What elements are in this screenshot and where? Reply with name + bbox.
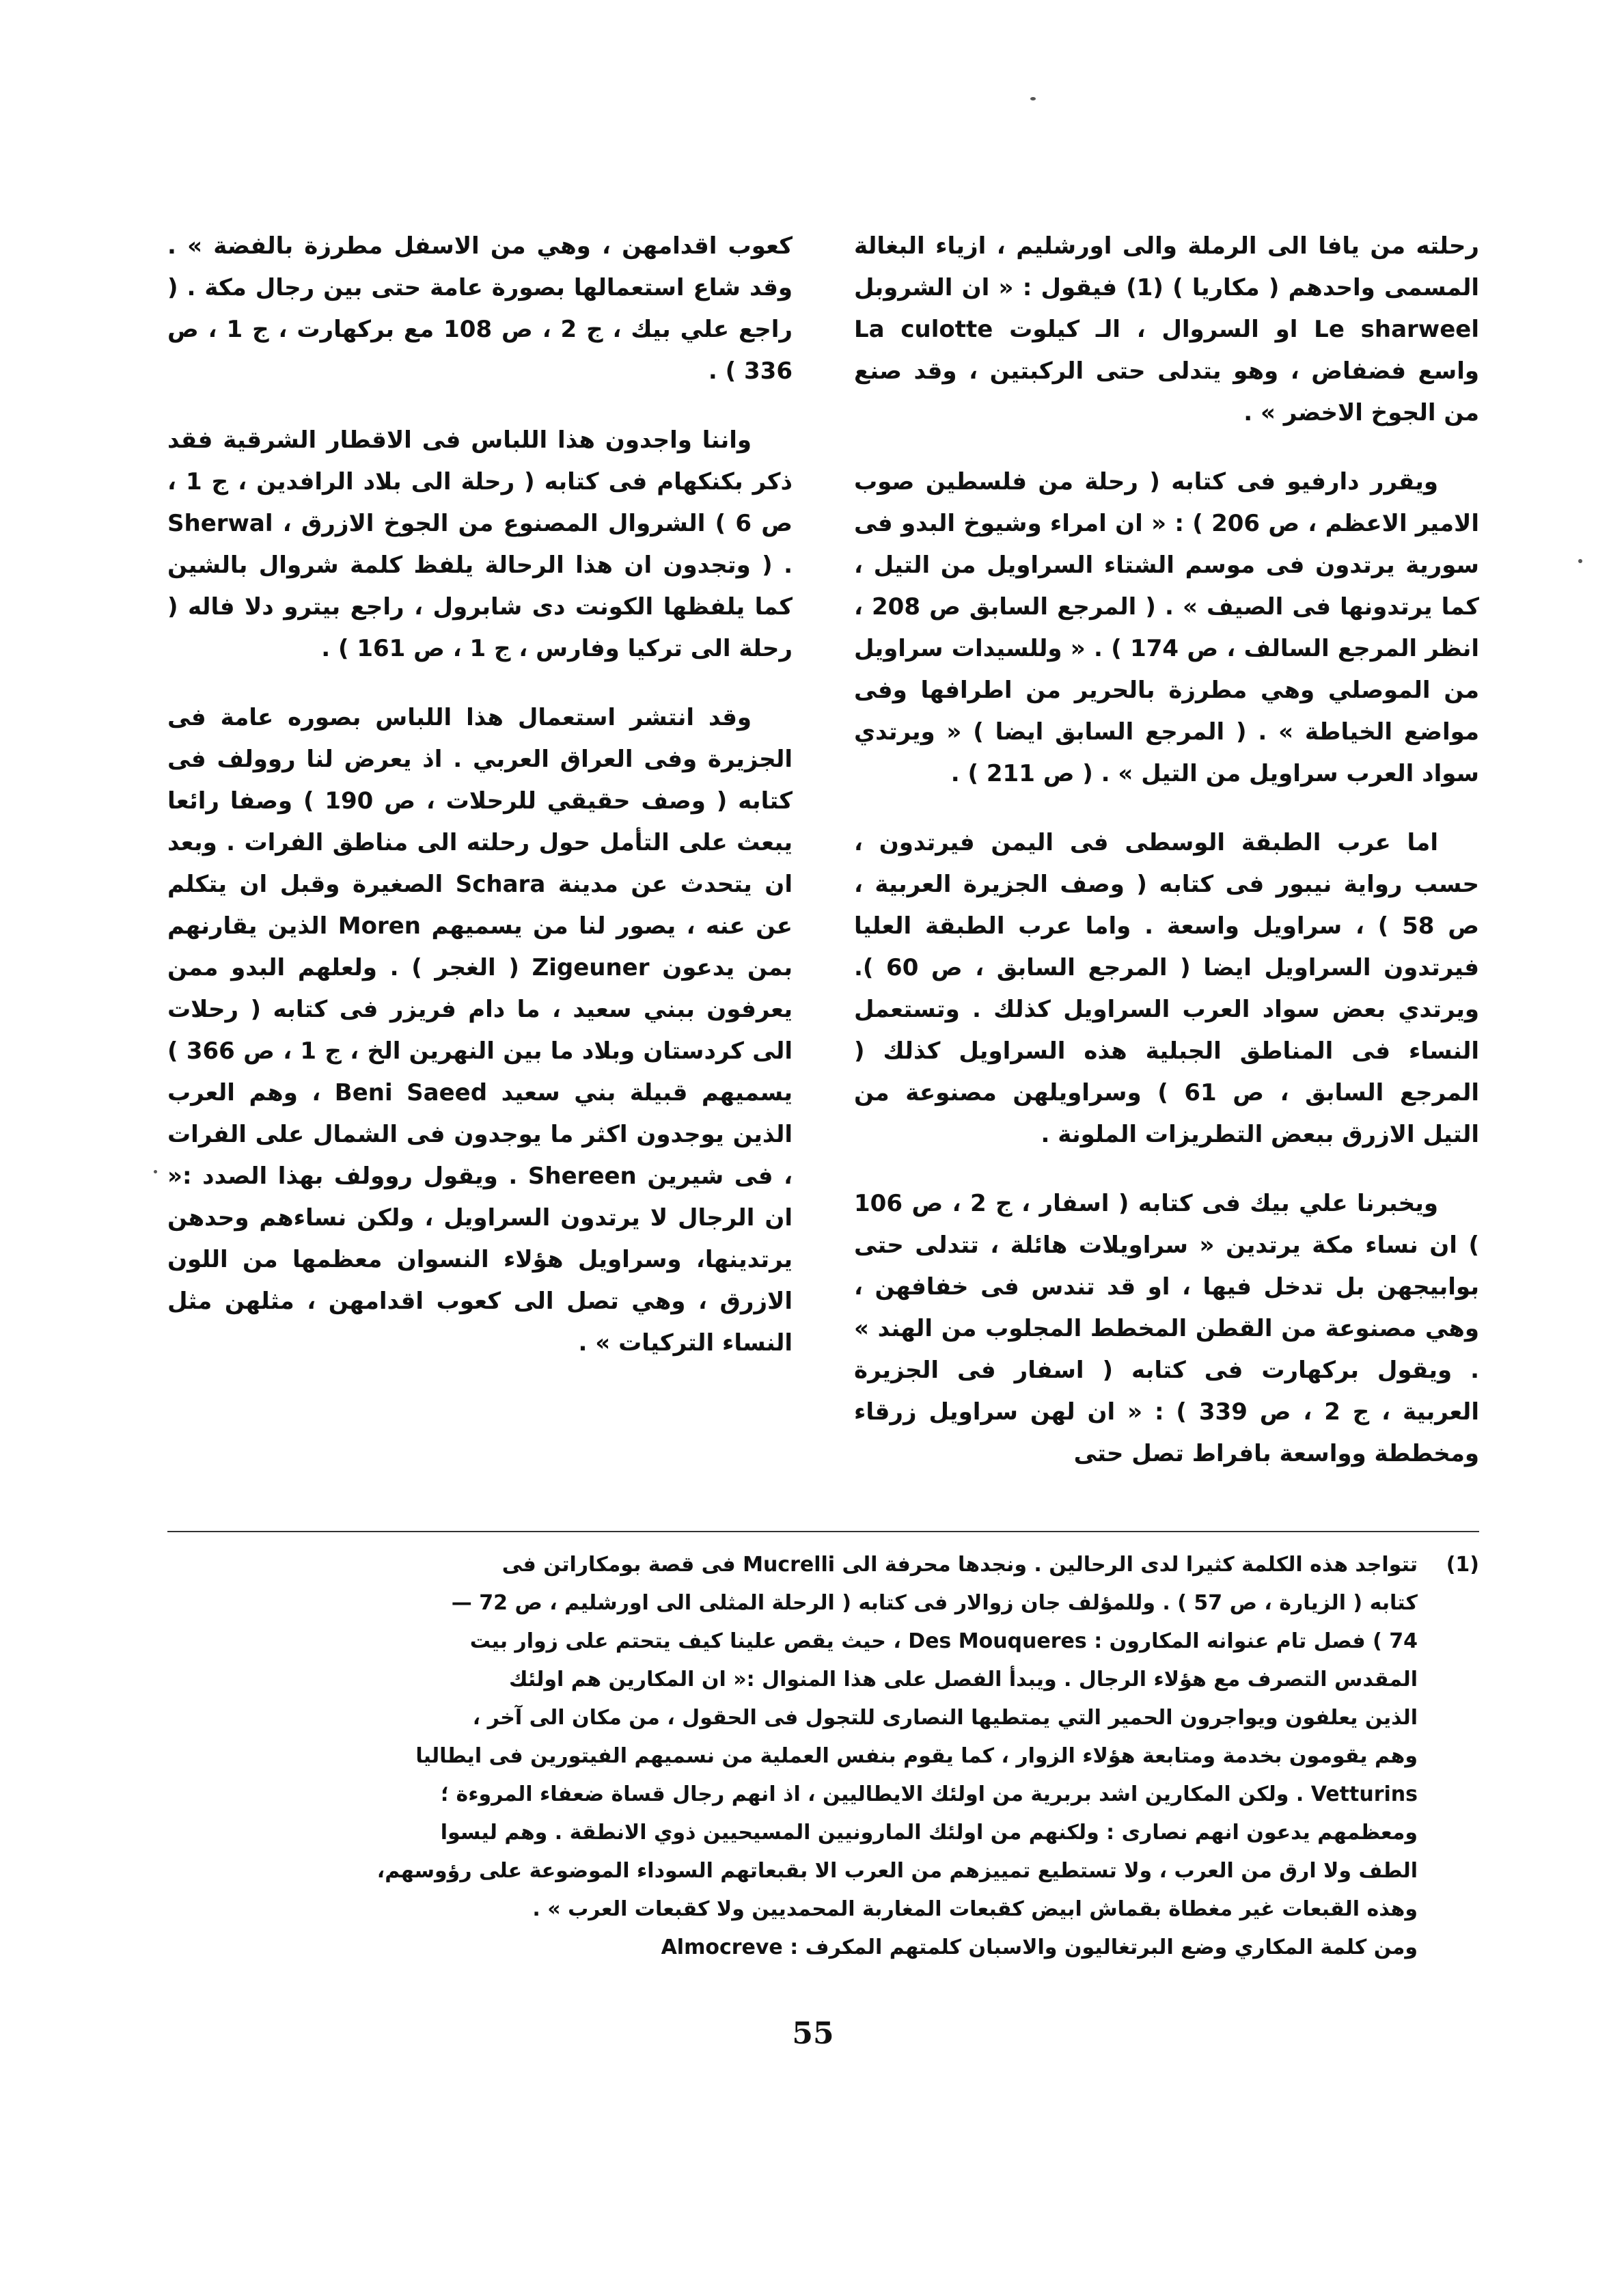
scan-speck-right-margin — [1578, 559, 1582, 563]
footnote-line: كتابه ( الزيارة ، ص 57 ) . وللمؤلف جان زوالار فى كتابه ( الرحلة المثلى الى اورشليم ، ص 72 — — [451, 1591, 1418, 1615]
footnote-line: الذين يعلفون ويواجرون الحمير التي يمتطيها النصارى للتجول فى الحقول ، من مكان الى آخر ، — [472, 1706, 1418, 1730]
paragraph: رحلته من يافا الى الرملة والى اورشليم ، ازياء البغالة المسمى واحدهم ( مكاريا ) (1) فيقول : « ان الشروبل Le sharweel او السروال ، الـ كيلوت La culotte واسع فضفاض ، وهو يتدلى حتى الركبتين ، وقد صنع من الجوخ الاخضر » . — [854, 232, 1479, 426]
right-column — [854, 226, 1479, 1510]
footnote-marker: (1) — [1446, 1553, 1479, 1577]
paragraph: كعوب اقدامهن ، وهي من الاسفل مطرزة بالفضة » . وقد شاع استعمالها بصورة عامة حتى بين رجال مكة . ( راجع علي بيك ، ج 2 ، ص 108 مع بركهارت ، ج 1 ، ص 336 ) . — [167, 232, 793, 385]
footnote-line: تتواجد هذه الكلمة كثيرا لدى الرحالين . ونجدها محرفة الى Mucrelli فى قصة بومكاراتن فى — [501, 1553, 1418, 1577]
footnote — [167, 1546, 1479, 1959]
footnote-line: Vetturins . ولكن المكارين اشد بربرية من اولئك الايطاليين ، اذ انهم رجال قساة ضعفاء المروءة ؛ — [441, 1782, 1418, 1806]
left-column — [167, 226, 793, 1538]
footnote-divider — [167, 1531, 1479, 1532]
paragraph: ويخبرنا علي بيك فى كتابه ( اسفار ، ج 2 ، ص 106 ) ان نساء مكة يرتدين « سراويلات هائلة ، تتدلى حتى بوابيجهن بل تدخل فيها ، او قد تندس فى خفافهن ، وهي مصنوعة من القطن المخطط المجلوب من الهند » . ويقول بركهارت فى كتابه ( اسفار فى الجزيرة العربية ، ج 2 ، ص 339 ) : « ان لهن سراويل زرقاء ومخططة وواسعة بافراط تصل حتى — [854, 1190, 1479, 1467]
footnote-line: الطف ولا ارق من العرب ، ولا تستطيع تمييزهم من العرب الا بقبعاتهم السوداء الموضوعة على رؤوسهم، — [376, 1859, 1418, 1883]
footnote-line: 74 ) فصل تام عنوانه المكارون : Des Mouqueres ، حيث يقص علينا كيف يتحتم على زوار بيت — [469, 1629, 1418, 1653]
paragraph: ويقرر دارفيو فى كتابه ( رحلة من فلسطين صوب الامير الاعظم ، ص 206 ) : « ان امراء وشيوخ البدو فى سورية يرتدون فى موسم الشتاء السراويل من التيل ، كما يرتدونها فى الصيف » . ( المرجع السابق ص 208 ، انظر المرجع السالف ، ص 174 ) . « وللسيدات سراويل من الموصلي وهي مطرزة بالحرير من اطرافها وفى مواضع الخياطة » . ( المرجع السابق ايضا ) « ويرتدي سواد العرب سراويل من التيل » . ( ص 211 ) . — [854, 468, 1479, 787]
footnote-line: ومعظمهم يدعون انهم نصارى : ولكنهم من اولئك المارونيين المسيحيين ذوي الانطقة . وهم ليسوا — [440, 1821, 1418, 1845]
scan-speck-top — [1030, 97, 1036, 100]
footnote-line: وهم يقومون بخدمة ومتابعة هؤلاء الزوار ، كما يقوم بنفس العملية من نسميهم الفيتورين فى ايطاليا — [415, 1744, 1418, 1768]
footnote-line: المقدس التصرف مع هؤلاء الرجال . ويبدأ الفصل على هذا المنوال :« ان المكارين هم اولئك — [508, 1668, 1418, 1691]
footnote-line: وهذه القبعات غير مغطاة بقماش ابيض كقبعات المغاربة المحمديين ولا كقبعات العرب » . — [532, 1897, 1418, 1921]
page-number: 55 — [792, 2016, 834, 2051]
footnote-text — [167, 1546, 1418, 1967]
scan-speck-left-margin — [154, 1170, 157, 1173]
paragraph: اما عرب الطبقة الوسطى فى اليمن فيرتدون ، حسب رواية نيبور فى كتابه ( وصف الجزيرة العربية ، ص 58 ) ، سراويل واسعة . واما عرب الطبقة العليا فيرتدون السراويل ايضا ( المرجع السابق ، ص 60 ). ويرتدي بعض سواد العرب السراويل كذلك . وتستعمل النساء فى المناطق الجبلية هذه السراويل كذلك ( المرجع السابق ، ص 61 ) وسراويلهن مصنوعة من التيل الازرق ببعض التطريزات الملونة . — [854, 829, 1480, 1148]
paragraph: واننا واجدون هذا اللباس فى الاقطار الشرقية فقد ذكر بكنكهام فى كتابه ( رحلة الى بلاد الرافدين ، ج 1 ، ص 6 ) الشروال المصنوع من الجوخ الازرق ، Sherwal . ( وتجدون ان هذا الرحالة يلفظ كلمة شروال بالشين كما يلفظها الكونت دى شابرول ، راجع بيترو دلا فاله ( رحلة الى تركيا وفارس ، ج 1 ، ص 161 ) . — [167, 426, 793, 662]
footnote-line: ومن كلمة المكاري وضع البرتغاليون والاسبان كلمتهم المكرف : Almocreve — [661, 1935, 1418, 1959]
paragraph: وقد انتشر استعمال هذا اللباس بصوره عامة فى الجزيرة وفى العراق العربي . اذ يعرض لنا روولف فى كتابه ( وصف حقيقي للرحلات ، ص 190 ) وصفا رائعا يبعث على التأمل حول رحلته الى مناطق الفرات . وبعد ان يتحدث عن مدينة Schara الصغيرة وقبل ان يتكلم عن عنه ، يصور لنا من يسميهم Moren الذين يقارنهم بمن يدعون Zigeuner ( الغجر ) . ولعلهم البدو ممن يعرفون ببني سعيد ، ما دام فريزر فى كتابه ( رحلات الى كردستان وبلاد ما بين النهرين الخ ، ج 1 ، ص 366 ) يسميهم قبيلة بني سعيد Beni Saeed ، وهم العرب الذين يوجدون اكثر ما يوجدون فى الشمال على الفرات ، فى شيرين Shereen . ويقول روولف بهذا الصدد :« ان الرجال لا يرتدون السراويل ، ولكن نساءهم وحدهن يرتدينها، وسراويل هؤلاء النسوان معظمها من اللون الازرق ، وهي تصل الى كعوب اقدامهن ، مثلهن مثل النساء التركيات » . — [167, 704, 793, 1357]
